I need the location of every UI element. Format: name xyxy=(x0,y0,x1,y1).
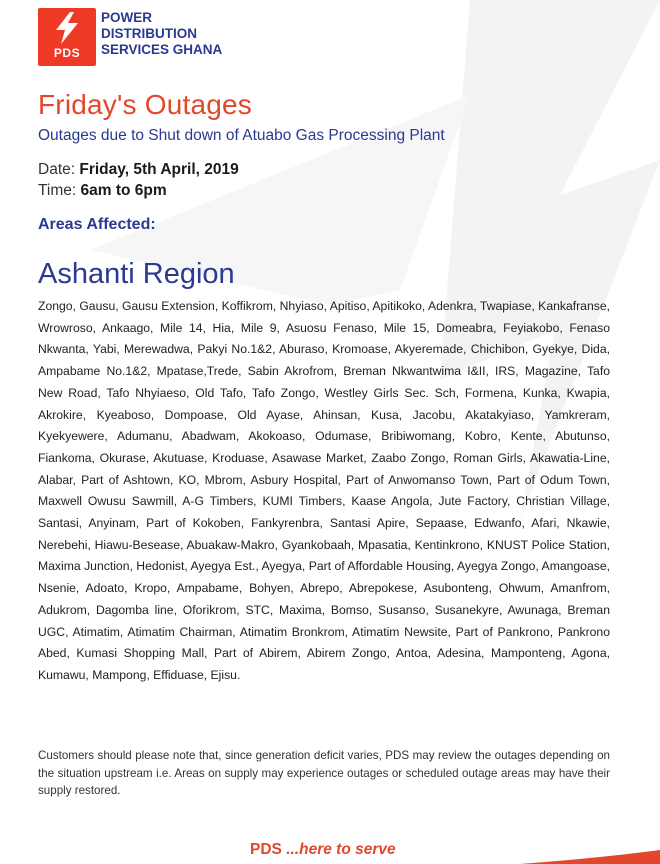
outage-time xyxy=(38,182,167,200)
region-heading: Ashanti Region xyxy=(38,258,235,290)
company-name-line: DISTRIBUTION xyxy=(101,26,197,41)
company-name-line: POWER xyxy=(101,10,153,25)
affected-areas-list: Zongo, Gausu, Gausu Extension, Koffikrom, Nhyiaso, Apitiso, Apitikoko, Adenkra, Twapiase, Kankafranse, Wrowroso, Ankaago, Mile 14, Hia, Mile 9, Asuosu Fenaso, Mile 15, Domeabra, Feyiakobo, Fenaso Nkwanta, Yabi, Merewadwa, Pakyi No.1&2, Aburaso, Kromoase, Akyeremade, Chichibon, Gyekye, Dida, Ampabame No.1&2, Mpatase,Trede, Sabin Akrofrom, Breman Nkwantwima I&II, IRS, Magazine, Tafo New Road, Tafo Nhyiaeso, Old Tafo, Tafo Zongo, Westley Girls Sec. Sch, Formena, Kunka, Kwapia, Akrokire, Kyeaboso, Dompoase, Old Ayase, Ahinsan, Kusa, Jacobu, Akatakyiaso, Yamkreram, Kyekyewere, Adumanu, Abadwam, Akokoaso, Odumase, Bribiwomang, Kobro, Kente, Abutunso, Fiankoma, Okurase, Akutuase, Kroduase, Asawase Market, Zaabo Zongo, Roman Girls, Akawatia-Line, Alabar, Part of Ashtown, KO, Mbrom, Asbury Hospital, Part of Anwomanso Town, Part of Odum Town, Maxwell Owusu Sawmill, A-G Timbers, KUMI Timbers, Kaase Angola, Jute Factory, Christian Village, Santasi, Anyinam, Part of Kokoben, Fankyrenbra, Santasi Apire, Sepaase, Edwanfo, Afari, Nkawie, Nerebehi, Hiawu-Besease, Abuakaw-Makro, Gyankobaah, Mpasatia, Kentinkrono, KNUST Police Station, Maxima Junction, Hedonist, Ayegya Est., Ayegya, Part of Affordable Housing, Ayegya Zongo, Amangoase, Nsenie, Adoato, Kropo, Ampabame, Bohyen, Abrepo, Abrepokese, Asubonteng, Ohwum, Amanfrom, Adukrom, Dagomba line, Oforikrom, STC, Maxima, Bomso, Susanso, Susanekyre, Awunaga, Breman UGC, Atimatim, Atimatim Chairman, Atimatim Bronkrom, Atimatim Newsite, Part of Pankrono, Pankrono Abed, Kumasi Shopping Mall, Part of Abirem, Abirem Zongo, Antoa, Adesina, Mamponteng, Agona, Kumawu, Mampong, Effiduase, Ejisu. xyxy=(38,299,610,682)
areas-affected-heading: Areas Affected: xyxy=(38,216,156,233)
outage-date xyxy=(38,161,239,179)
page-title: Friday's Outages xyxy=(38,89,252,120)
customer-notice: Customers should please note that, since generation deficit varies, PDS may review the outages depending on the situation upstream i.e. Areas on supply may experience outages or scheduled outage areas may have their supply restored. xyxy=(38,749,610,797)
footer-swoosh xyxy=(0,846,660,864)
date-label: Date: xyxy=(38,161,76,178)
pds-logo xyxy=(38,8,96,66)
time-label: Time: xyxy=(38,182,77,199)
company-name xyxy=(101,10,222,58)
page-subtitle: Outages due to Shut down of Atuabo Gas Processing Plant xyxy=(38,127,445,144)
time-value: 6am to 6pm xyxy=(80,182,167,199)
logo-abbreviation: PDS xyxy=(53,46,81,60)
company-name-line: SERVICES GHANA xyxy=(101,42,223,57)
lightning-bolt-icon xyxy=(52,12,82,44)
footer-brand: PDS xyxy=(250,841,282,858)
date-value: Friday, 5th April, 2019 xyxy=(79,161,239,178)
footer-slogan: ...here to serve xyxy=(286,841,396,858)
